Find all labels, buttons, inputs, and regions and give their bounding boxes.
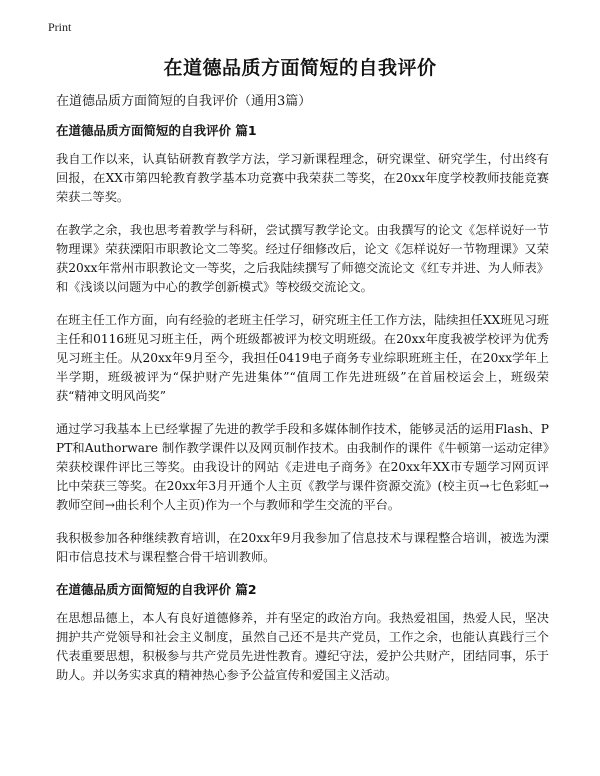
print-link[interactable]: Print [48, 20, 72, 34]
paragraph: 在思想品德上，本人有良好道德修养，并有坚定的政治方向。我热爱祖国，热爱人民，坚决拥护共产党领导和社会主义制度，虽然自己还不是共产党员，工作之余，也能认真践行三个代表重要思想，积极参与共产党员先进性教育。遵纪守法，爱护公共财产，团结同事，乐于助人。并以务实求真的精神热心参予公益宣传和爱国主义活动。 [56, 611, 549, 682]
section-heading: 在道德品质方面简短的自我评价 篇2 [56, 582, 257, 597]
page-title: 在道德品质方面简短的自我评价 [163, 57, 437, 79]
paragraph: 在教学之余，我也思考着教学与科研，尝试撰写教学论文。由我撰写的论文《怎样说好一节物理课》荣获溧阳市职教论文二等奖。经过仔细修改后，论文《怎样说好一节物理课》又荣获20xx年常州市职教论文一等奖，之后我陆续撰写了师德交流论文《红专并进、为人师表》和《浅谈以问题为中心的教学创新模式》等校级交流论文。 [56, 223, 549, 294]
article-body [56, 122, 549, 699]
paragraph: 通过学习我基本上已经掌握了先进的教学手段和多媒体制作技术，能够灵活的运用Flash、PPT和Authorware 制作教学课件以及网页制作技术。由我制作的课件《牛顿第一运动定律》荣获校课件评比三等奖。由我设计的网站《走进电子商务》在20xx年XX市专题学习网页评比中荣获三等奖。在20xx年3月开通个人主页《教学与课件资源交流》(校主页→七色彩虹→教师空间→曲长利个人主页)作为一个与教师和学生交流的平台。 [56, 422, 549, 512]
section-1 [56, 122, 549, 567]
paragraph: 在班主任工作方面，向有经验的老班主任学习，研究班主任工作方法，陆续担任XX班见习班主任和0116班见习班主任，两个班级都被评为校文明班级。在20xx年度我被学校评为优秀见习班主任。从20xx年9月至今，我担任0419电子商务专业综职班班主任，在20xx学年上半学期，班级被评为“保护财产先进集体”“值周工作先进班级”在首届校运会上，班级荣获“精神文明风尚奖” [56, 313, 549, 403]
document-subtitle: 在道德品质方面简短的自我评价（通用3篇） [56, 94, 312, 109]
paragraph: 我积极参加各种继续教育培训，在20xx年9月我参加了信息技术与课程整合培训，被选为溧阳市信息技术与课程整合骨干培训教师。 [56, 531, 549, 564]
section-heading: 在道德品质方面简短的自我评价 篇1 [56, 123, 257, 138]
section-2 [56, 581, 549, 685]
paragraph: 我自工作以来，认真钻研教育教学方法，学习新课程理念，研究课堂、研究学生，付出终有回报，在XX市第四轮教育教学基本功竞赛中我荣获二等奖，在20xx年度学校教师技能竞赛荣获二等奖。 [56, 152, 549, 204]
